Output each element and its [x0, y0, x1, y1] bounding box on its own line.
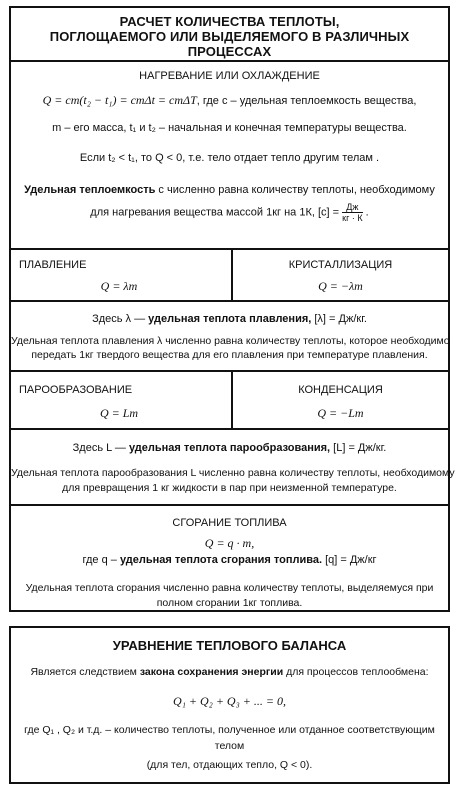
- fuel-desc1: Удельная теплота сгорания численно равна количеству теплоты, выделяемуся при: [25, 582, 434, 594]
- melting-note-term: удельная теплота плавления,: [148, 313, 312, 325]
- divider: [11, 300, 448, 302]
- unit-denominator: кг · К: [342, 213, 363, 223]
- condensation-heading: КОНДЕНСАЦИЯ: [298, 384, 383, 396]
- fuel-desc2: полном сгорании 1кг топлива.: [156, 597, 303, 609]
- heating-heading: НАГРЕВАНИЕ ИЛИ ОХЛАЖДЕНИЕ: [139, 70, 320, 82]
- heating-line3: Если t₂ < t₁, то Q < 0, т.е. тело отдает тепло другим телам .: [79, 152, 380, 164]
- crystallization-heading: КРИСТАЛЛИЗАЦИЯ: [288, 259, 393, 271]
- balance-law: закона сохранения энергии: [139, 666, 284, 678]
- panel-title-line1: РАСЧЕТ КОЛИЧЕСТВА ТЕПЛОТЫ,: [119, 14, 340, 29]
- balance-line1: [11, 666, 448, 678]
- melting-desc2: передать 1кг твердого вещества для его плавления при температуре плавления.: [31, 349, 428, 361]
- heating-section: [11, 62, 448, 252]
- balance-line2: где Q₁ , Q₂ и т.д. – количество теплоты, полученное или отданное соответствующим: [24, 724, 435, 736]
- unit-fraction: [342, 202, 362, 223]
- heat-capacity-unit-line: для нагревания вещества массой 1кг на 1К, [c] = $\frac{Дж}{кг \cdot К}$ .: [90, 202, 369, 223]
- fuel-formula: Q = q · m,: [204, 536, 255, 550]
- melting-note-unit: [λ] = Дж/кг.: [311, 313, 367, 325]
- balance-line4: (для тел, отдающих тепло, Q < 0).: [146, 759, 313, 771]
- unit-numerator: Дж: [342, 202, 362, 213]
- heating-line2: m – его масса, t₁ и t₂ – начальная и конечная температуры вещества.: [52, 122, 407, 134]
- vaporization-cell: [11, 370, 227, 428]
- balance-title: УРАВНЕНИЕ ТЕПЛОВОГО БАЛАНСА: [112, 638, 347, 653]
- fuel-note-pre: где q –: [82, 554, 120, 566]
- vaporization-heading: ПАРООБРАЗОВАНИЕ: [19, 384, 133, 396]
- melting-desc1: Удельная теплота плавления λ численно равна количеству теплоты, которое необходимо: [11, 335, 450, 347]
- vaporization-formula: Q = Lm: [99, 406, 139, 420]
- vapor-desc2: для превращения 1 кг жидкости в пар при неизменной температуре.: [62, 482, 397, 494]
- fuel-note-unit: [q] = Дж/кг: [322, 554, 377, 566]
- balance-formula: Q₁ + Q₂ + Q₃ + ... = 0,: [173, 694, 286, 708]
- balance-line3: телом: [214, 740, 245, 752]
- melting-note: [11, 313, 448, 325]
- balance-line1-post: для процессов теплообмена:: [283, 666, 429, 678]
- crystallization-cell: [233, 248, 448, 300]
- melting-formula: Q = λm: [100, 279, 138, 293]
- crystallization-formula: Q = −λm: [318, 279, 363, 293]
- melting-note-pre: Здесь λ —: [92, 313, 149, 325]
- vapor-note-unit: [L] = Дж/кг.: [330, 442, 387, 454]
- divider: [11, 428, 448, 430]
- vapor-note: [11, 442, 448, 454]
- melting-heading: ПЛАВЛЕНИЕ: [19, 259, 87, 271]
- heating-formula-line: [11, 93, 448, 108]
- vapor-note-pre: Здесь L —: [72, 442, 129, 454]
- heat-capacity-def-rest: c численно равна количеству теплоты, необходимому: [155, 184, 435, 196]
- heat-capacity-definition: [11, 184, 448, 196]
- heat-calculation-panel: [9, 6, 455, 612]
- heat-capacity-def-line2: для нагревания вещества массой 1кг на 1К, [c] =: [90, 206, 340, 219]
- panel-title: [11, 8, 448, 62]
- vapor-note-term: удельная теплота парообразования,: [128, 442, 331, 454]
- melting-cell: [11, 248, 227, 300]
- condensation-cell: [233, 370, 448, 428]
- heating-formula-tail: , где c – удельная теплоемкость вещества,: [196, 95, 417, 107]
- heating-formula: Q = cm(t₂ − t₁) = cmΔt = cmΔT: [42, 93, 197, 107]
- fuel-heading: СГОРАНИЕ ТОПЛИВА: [172, 517, 287, 529]
- divider: [11, 504, 448, 506]
- condensation-formula: Q = −Lm: [317, 406, 364, 420]
- fuel-note: [11, 554, 448, 566]
- balance-line1-pre: Является следствием: [30, 666, 140, 678]
- vapor-desc1: Удельная теплота парообразования L численно равна количеству теплоты, необходимому: [11, 467, 455, 479]
- panel-title-line2: ПОГЛОЩАЕМОГО ИЛИ ВЫДЕЛЯЕМОГО В РАЗЛИЧНЫХ ПРОЦЕССАХ: [49, 29, 410, 59]
- heat-balance-panel: [9, 626, 450, 784]
- heat-capacity-term: Удельная теплоемкость: [24, 184, 156, 196]
- fuel-note-term: удельная теплота сгорания топлива.: [119, 554, 323, 566]
